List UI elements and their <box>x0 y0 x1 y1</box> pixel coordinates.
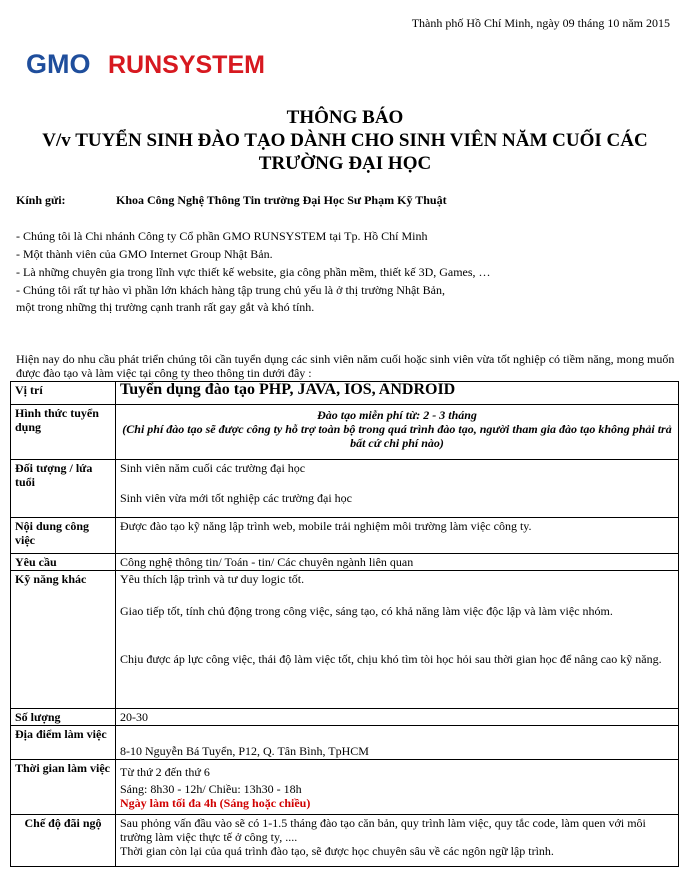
time-line: Từ thứ 2 đến thứ 6 <box>120 765 210 779</box>
recruitment-paragraph: Hiện nay do nhu cầu phát triển chúng tôi cần tuyển dụng các sinh viên năm cuối hoặc sinh viên vừa tốt nghiệp có tiềm năng, mong muốn được đào tạo và làm việc tại công ty theo thông tin dưới đây : <box>16 352 675 380</box>
skill-line: Giao tiếp tốt, tính chủ động trong công việc, sáng tạo, có khả năng làm việc độc lập và làm việc nhóm. <box>120 604 613 618</box>
row-header-requirement: Yêu cầu <box>11 554 116 571</box>
row-header-form: Hình thức tuyển dụng <box>11 405 116 460</box>
skill-line: Yêu thích lập trình và tư duy logic tốt. <box>120 572 305 586</box>
table-row <box>11 709 679 726</box>
title-line-1: THÔNG BÁO <box>286 107 404 128</box>
table-row <box>11 571 679 709</box>
row-header-content: Nội dung công việc <box>11 518 116 554</box>
table-row <box>11 554 679 571</box>
row-value-requirement: Công nghệ thông tin/ Toán - tin/ Các chuyên ngành liên quan <box>116 554 679 571</box>
row-value-target <box>116 460 679 518</box>
table-row <box>11 760 679 815</box>
table-row <box>11 460 679 518</box>
time-limit-note: Ngày làm tối đa 4h (Sáng hoặc chiều) <box>120 796 311 810</box>
document-title <box>0 106 690 175</box>
table-row <box>11 815 679 867</box>
gmo-runsystem-logo <box>26 46 336 80</box>
row-value-location: 8-10 Nguyễn Bá Tuyển, P12, Q. Tân Bình, TpHCM <box>116 726 679 760</box>
training-cost-note: (Chi phí đào tạo sẽ được công ty hỗ trợ toàn bộ trong quá trình đào tạo, người tham gia đào tạo không phải trả bất cứ chi phí nào) <box>122 422 672 450</box>
title-line-2: V/v TUYỂN SINH ĐÀO TẠO DÀNH CHO SINH VIÊN NĂM CUỐI CÁC <box>42 130 648 151</box>
recruitment-table <box>10 381 679 867</box>
logo-brand-text: RUNSYSTEM <box>108 51 265 79</box>
recipient-value: Khoa Công Nghệ Thông Tin trường Đại Học Sư Phạm Kỹ Thuật <box>116 193 447 207</box>
row-header-benefits: Chế độ đãi ngộ <box>11 815 116 867</box>
intro-line: - Chúng tôi là Chi nhánh Công ty Cổ phần GMO RUNSYSTEM tại Tp. Hồ Chí Minh <box>16 229 428 243</box>
table-row <box>11 382 679 405</box>
row-header-skills: Kỹ năng khác <box>11 571 116 709</box>
intro-line: một trong những thị trường cạnh tranh rất gay gắt và khó tính. <box>16 300 315 314</box>
row-header-time: Thời gian làm việc <box>11 760 116 815</box>
table-row <box>11 518 679 554</box>
row-value-position <box>116 382 679 405</box>
recipient-line <box>16 193 447 208</box>
table-row <box>11 726 679 760</box>
training-duration: Đào tạo miễn phí từ: 2 - 3 tháng <box>317 408 477 422</box>
row-value-time <box>116 760 679 815</box>
table-row <box>11 405 679 460</box>
position-text: Tuyển dụng đào tạo PHP, JAVA, IOS, ANDROID <box>120 381 456 398</box>
row-header-quantity: Số lượng <box>11 709 116 726</box>
row-header-location: Địa điểm làm việc <box>11 726 116 760</box>
row-header-target: Đối tượng / lứa tuổi <box>11 460 116 518</box>
row-value-skills <box>116 571 679 709</box>
intro-line: - Là những chuyên gia trong lĩnh vực thiết kế website, gia công phần mềm, thiết kế 3D, Games, … <box>16 265 491 279</box>
target-line: Sinh viên năm cuối các trường đại học <box>120 461 306 475</box>
document-date: Thành phố Hồ Chí Minh, ngày 09 tháng 10 năm 2015 <box>411 16 670 30</box>
intro-line: - Một thành viên của GMO Internet Group Nhật Bản. <box>16 247 273 261</box>
recipient-label: Kính gửi: <box>16 193 66 207</box>
row-value-benefits <box>116 815 679 867</box>
company-intro <box>16 228 676 317</box>
time-line: Sáng: 8h30 - 12h/ Chiều: 13h30 - 18h <box>120 782 302 796</box>
skill-line: Chịu được áp lực công việc, thái độ làm việc tốt, chịu khó tìm tòi học hỏi sau thời gian học để nâng cao kỹ năng. <box>120 652 662 666</box>
row-value-content: Được đào tạo kỹ năng lập trình web, mobile trải nghiệm môi trường làm việc công ty. <box>116 518 679 554</box>
title-line-3: TRƯỜNG ĐẠI HỌC <box>258 153 432 174</box>
benefit-line: Sau phỏng vấn đầu vào sẽ có 1-1.5 tháng đào tạo căn bản, quy trình làm việc, quy tắc code, làm quen với môi trường làm việc thực tế ở công ty, .... <box>120 816 646 844</box>
row-header-position: Vị trí <box>11 382 116 405</box>
intro-line: - Chúng tôi rất tự hào vì phần lớn khách hàng tập trung chủ yếu là ở thị trường Nhật Bản, <box>16 283 445 297</box>
benefit-line: Thời gian còn lại của quá trình đào tạo, sẽ được học chuyên sâu về các ngôn ngữ lập trình. <box>120 844 554 858</box>
row-value-quantity: 20-30 <box>116 709 679 726</box>
row-value-form <box>116 405 679 460</box>
target-line: Sinh viên vừa mới tốt nghiệp các trường đại học <box>120 491 352 505</box>
logo-gmo-text: GMO <box>26 49 91 79</box>
